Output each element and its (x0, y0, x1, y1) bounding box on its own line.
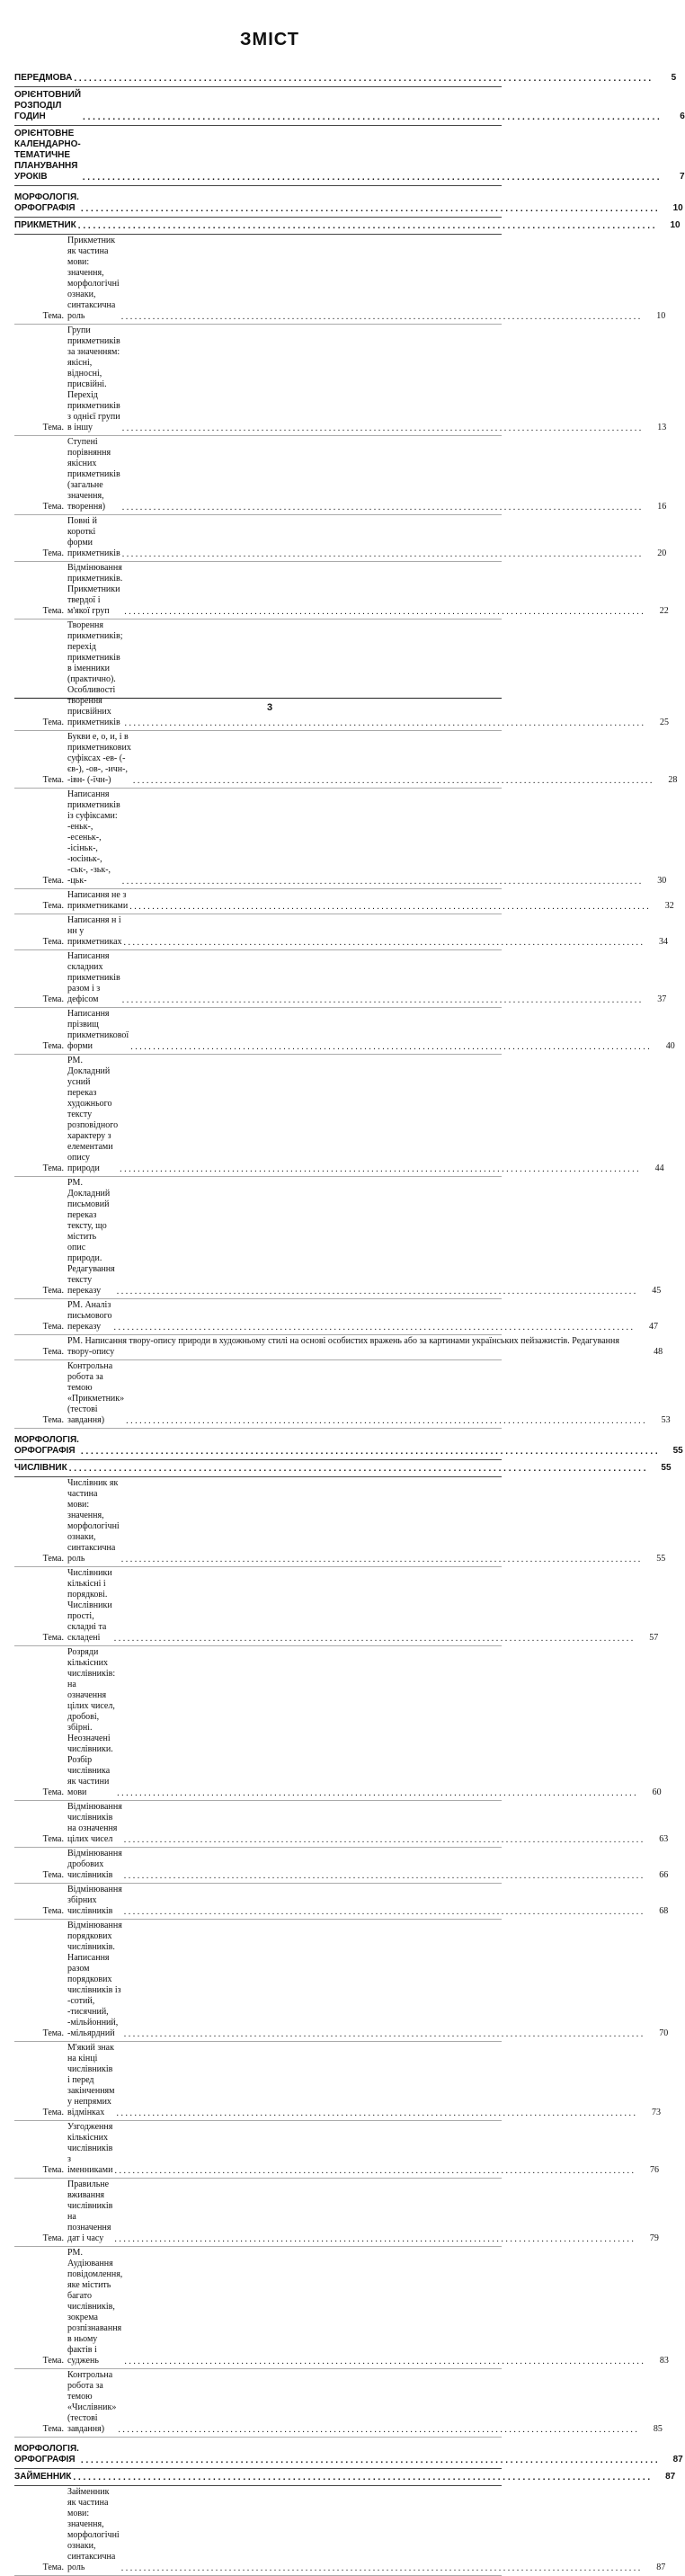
page-ref: 68 (659, 1906, 669, 1916)
topic-label: Тема. (42, 606, 64, 616)
footer-rule (14, 698, 502, 699)
page-ref: 48 (654, 1347, 663, 1357)
toc-section-row (14, 126, 685, 186)
page-ref: 79 (649, 2233, 659, 2243)
leader-dots (117, 1789, 636, 1798)
leader-dots (122, 424, 642, 433)
topic-label: Тема. (42, 876, 64, 886)
topic-label: Тема. (42, 311, 64, 321)
topic-label: Тема. (42, 2563, 64, 2572)
page-ref: 45 (652, 1286, 662, 1296)
page-ref: 30 (657, 876, 667, 886)
toc-topic-row (14, 562, 669, 619)
leader-dots (122, 504, 642, 513)
toc-section-row (14, 87, 685, 126)
topic-title: Контрольна робота за темою «Прикметник» (тестові завдання) (67, 1361, 125, 1425)
toc-topic-row (14, 1055, 664, 1177)
leader-dots (126, 1417, 645, 1426)
leader-dots (122, 878, 642, 887)
section-title: ЗАЙМЕННИК (14, 2472, 72, 2482)
toc-topic-row (14, 2179, 659, 2247)
leader-dots (121, 1555, 641, 1564)
page-ref: 87 (672, 2455, 683, 2465)
toc-topic-row (14, 789, 667, 889)
page-ref: 16 (657, 502, 667, 512)
topic-title: РМ. Написання твору-опису природи в художньому стилі на основі особистих вражень або за картинами українських пейзажистів. Редагування твору-опису (67, 1336, 619, 1357)
topic-title: Групи прикметників за значенням: якісні, відносні, присвійні. Перехід прикметників з однієї групи в іншу (67, 325, 120, 432)
toc-topic-row (14, 889, 674, 914)
leader-dots (73, 2473, 650, 2482)
toc-section-row (14, 1432, 683, 1460)
page-ref: 55 (672, 1446, 683, 1456)
leader-dots (120, 1165, 639, 1174)
topic-title: Відмінювання порядкових числівників. Написання разом порядкових числівників із -сотий, -тисячний, -мільйонний, -мільярдний (67, 1921, 122, 2038)
leader-dots (81, 1448, 658, 1457)
section-title: ПЕРЕДМОВА (14, 73, 73, 83)
topic-title: Відмінювання збірних числівників (67, 1885, 122, 1916)
topic-label: Тема. (42, 901, 64, 911)
page-ref: 25 (660, 718, 670, 727)
topic-label: Тема. (42, 1041, 64, 1051)
topic-label: Тема. (42, 2028, 64, 2038)
topic-title: Написання прізвищ прикметникової форми (67, 1009, 129, 1051)
topic-title: М'який знак на кінці числівників і перед закінченням у непрямих відмінках (67, 2043, 115, 2117)
topic-title: Творення прикметників; перехід прикметників в іменники (практично). Особливості творення присвійних прикметників (67, 620, 123, 727)
leader-dots (114, 1635, 634, 1644)
topic-label: Тема. (42, 1834, 64, 1844)
page-ref: 53 (661, 1415, 671, 1425)
toc-section-row (14, 2469, 676, 2486)
page-ref: 47 (649, 1322, 659, 1332)
topic-title: Написання складних прикметників разом і з дефісом (67, 951, 120, 1004)
leader-dots (117, 1288, 636, 1297)
topic-label: Тема. (42, 937, 64, 947)
page-ref: 20 (657, 548, 667, 558)
leader-dots (121, 313, 641, 322)
topic-label: Тема. (42, 502, 64, 512)
topic-label: Тема. (42, 1870, 64, 1880)
topic-title: РМ. Аудіювання повідомлення, яке містить багато числівників, зокрема розпізнавання в ньому фактів і суджень (67, 2248, 123, 2366)
topic-label: Тема. (42, 1633, 64, 1643)
page-number: 3 (266, 702, 273, 713)
toc-topic-row (14, 1477, 666, 1567)
topic-label: Тема. (42, 718, 64, 727)
page-ref: 55 (661, 1463, 672, 1473)
topic-title: Контрольна робота за темою «Числівник» (тестові завдання) (67, 2370, 117, 2434)
toc-topic-row (14, 325, 667, 436)
table-of-contents (14, 70, 685, 2576)
topic-title: Ступені порівняння якісних прикметників (загальне значення, творення) (67, 437, 120, 512)
page-ref: 44 (654, 1163, 664, 1173)
topic-label: Тема. (42, 1322, 64, 1332)
toc-topic-row (14, 1299, 659, 1335)
page-ref: 76 (649, 2165, 659, 2175)
toc-section-row (14, 70, 677, 87)
topic-title: Числівники кількісні і порядкові. Числівники прості, складні та складені (67, 1568, 112, 1643)
toc-topic-row (14, 1567, 659, 1646)
toc-topic-row (14, 950, 667, 1008)
leader-dots (114, 2235, 634, 2244)
topic-title: Займенник як частина мови: значення, морфологічні ознаки, синтаксична роль (67, 2487, 120, 2572)
topic-label: Тема. (42, 2356, 64, 2366)
topic-label: Тема. (42, 1415, 64, 1425)
toc-section-row (14, 1460, 672, 1477)
toc-topic-row (14, 2369, 663, 2438)
page-ref: 28 (668, 775, 678, 785)
topic-title: Правильне вживання числівників на позначення дат і часу (67, 2179, 113, 2243)
topic-label: Тема. (42, 423, 64, 432)
leader-dots (69, 1465, 646, 1474)
page-title: ЗМІСТ (240, 30, 299, 49)
topic-label: Тема. (42, 1286, 64, 1296)
section-title: ОРІЄНТОВНЕ КАЛЕНДАРНО-ТЕМАТИЧНЕ ПЛАНУВАННЯ УРОКІВ (14, 129, 81, 182)
section-title: ОРІЄНТОВНИЙ РОЗПОДІЛ ГОДИН (14, 90, 82, 121)
topic-title: Відмінювання дробових числівників (67, 1849, 122, 1880)
page-ref: 60 (652, 1787, 662, 1797)
page-ref: 13 (657, 423, 667, 432)
topic-title: Повні й короткі форми прикметників (67, 516, 120, 558)
toc-topic-row (14, 1848, 669, 1884)
toc-topic-row (14, 914, 669, 950)
leader-dots (133, 777, 653, 786)
topic-label: Тема. (42, 2108, 64, 2117)
toc-topic-row (14, 1360, 671, 1429)
page-ref: 37 (657, 994, 667, 1004)
topic-label: Тема. (42, 1906, 64, 1916)
leader-dots (78, 222, 655, 231)
page-ref: 34 (659, 937, 669, 947)
topic-label: Тема. (42, 1347, 64, 1357)
topic-title: РМ. Докладний письмовий переказ тексту, що містить опис природи. Редагування тексту переказу (67, 1178, 115, 1296)
topic-title: Розряди кількісних числівників: на означення цілих чисел, дробові, збірні. Неозначені числівники. Розбір числівника як частини мови (67, 1647, 116, 1797)
toc-topic-row (14, 2121, 659, 2179)
toc-topic-row (14, 235, 666, 325)
leader-dots (129, 903, 649, 912)
page-ref: 63 (659, 1834, 669, 1844)
toc-topic-row (14, 1008, 675, 1055)
leader-dots (124, 1836, 644, 1845)
toc-topic-row (14, 731, 678, 789)
topic-title: Відмінювання числівників на означення цілих чисел (67, 1802, 122, 1844)
toc-topic-row (14, 619, 670, 731)
section-title: МОРФОЛОГІЯ. ОРФОГРАФІЯ (14, 192, 79, 213)
toc-topic-row (14, 1884, 669, 1920)
page-ref: 6 (680, 111, 685, 121)
toc-topic-row (14, 1335, 663, 1360)
topic-title: Узгодження кількісних числівників з іменниками (67, 2122, 113, 2175)
leader-dots (124, 2030, 644, 2039)
section-title: МОРФОЛОГІЯ. ОРФОГРАФІЯ (14, 1435, 79, 1456)
leader-dots (114, 1324, 634, 1333)
page-ref: 85 (653, 2424, 663, 2434)
leader-dots (114, 2167, 634, 2176)
toc-topic-row (14, 1801, 669, 1848)
leader-dots (83, 174, 660, 183)
topic-label: Тема. (42, 1163, 64, 1173)
topic-title: РМ. Аналіз письмового переказу (67, 1300, 112, 1332)
leader-dots (125, 719, 645, 728)
toc-topic-row (14, 1646, 662, 1801)
topic-title: Відмінювання прикметників. Прикметники твердої і м'якої груп (67, 563, 123, 616)
leader-dots (81, 2456, 658, 2465)
toc-section-row (14, 2441, 683, 2469)
leader-dots (116, 2109, 636, 2118)
section-title: МОРФОЛОГІЯ. ОРФОГРАФІЯ (14, 2444, 79, 2465)
leader-dots (81, 205, 658, 214)
topic-title: Числівник як частина мови: значення, морфологічні ознаки, синтаксична роль (67, 1478, 120, 1564)
topic-label: Тема. (42, 2424, 64, 2434)
toc-topic-row (14, 2247, 669, 2369)
toc-topic-row (14, 2486, 666, 2576)
toc-topic-row (14, 1920, 669, 2042)
toc-topic-row (14, 2042, 661, 2121)
page-ref: 7 (679, 172, 685, 182)
leader-dots (130, 1043, 650, 1052)
page-ref: 70 (659, 2028, 669, 2038)
leader-dots (121, 2564, 641, 2573)
topic-title: Написання н і нн у прикметниках (67, 915, 122, 947)
toc-topic-row (14, 515, 667, 562)
topic-label: Тема. (42, 1787, 64, 1797)
leader-dots (74, 75, 651, 84)
page-ref: 32 (664, 901, 674, 911)
page-ref: 10 (670, 220, 681, 230)
section-title: ЧИСЛІВНИК (14, 1463, 67, 1473)
topic-label: Тема. (42, 775, 64, 785)
leader-dots (124, 608, 644, 617)
topic-label: Тема. (42, 994, 64, 1004)
leader-dots (124, 1872, 644, 1881)
page-ref: 73 (651, 2108, 661, 2117)
topic-title: Написання прикметників із суфіксами: -еньк-, -есеньк-, -ісіньк-, -юсіньк-, -ськ-, -зьк-, -цьк- (67, 789, 120, 886)
topic-title: Прикметник як частина мови: значення, морфологічні ознаки, синтаксична роль (67, 236, 120, 321)
page-ref: 66 (659, 1870, 669, 1880)
topic-title: Написання не з прикметниками (67, 890, 129, 911)
leader-dots (122, 550, 642, 559)
leader-dots (124, 1908, 644, 1917)
topic-label: Тема. (42, 548, 64, 558)
page-ref: 57 (649, 1633, 659, 1643)
leader-dots (118, 2426, 637, 2435)
topic-title: РМ. Докладний усний переказ художнього тексту розповідного характеру з елементами опису природи (67, 1056, 119, 1173)
toc-topic-row (14, 436, 667, 515)
leader-dots (124, 2358, 644, 2367)
leader-dots (122, 996, 642, 1005)
topic-title: Букви е, о, и, і в прикметникових суфіксах -ев- (-єв-), -ов-, -ичн-, -івн- (-їчн-) (67, 732, 131, 785)
page-ref: 10 (672, 203, 683, 213)
toc-section-row (14, 190, 683, 218)
leader-dots (83, 113, 660, 122)
toc-section-row (14, 218, 681, 235)
page-ref: 5 (671, 73, 677, 83)
page-ref: 10 (656, 311, 666, 321)
leader-dots (124, 939, 644, 948)
topic-label: Тема. (42, 1554, 64, 1564)
page-ref: 87 (665, 2472, 676, 2482)
topic-label: Тема. (42, 2233, 64, 2243)
toc-topic-row (14, 1177, 662, 1299)
page-ref: 40 (665, 1041, 675, 1051)
page-ref: 22 (659, 606, 669, 616)
topic-label: Тема. (42, 2165, 64, 2175)
section-title: ПРИКМЕТНИК (14, 220, 76, 230)
page-ref: 55 (656, 1554, 666, 1564)
page-ref: 83 (659, 2356, 669, 2366)
page-ref: 87 (656, 2563, 666, 2572)
